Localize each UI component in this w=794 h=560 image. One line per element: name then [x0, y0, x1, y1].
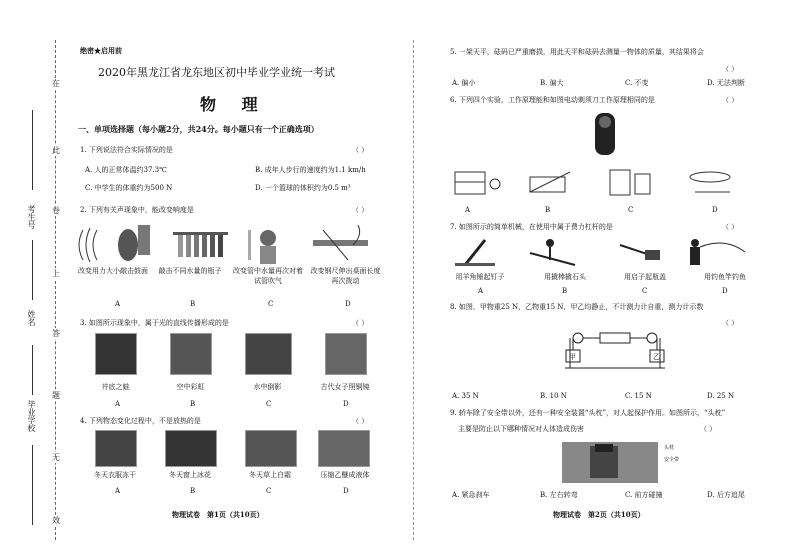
seal-char: 上	[52, 269, 60, 278]
car-seat-figure	[560, 440, 660, 485]
answer-bracket: （ ）	[722, 319, 739, 327]
subject-title: 物 理	[200, 95, 268, 114]
letter-d: D	[712, 206, 718, 214]
caption-c: 用启子起瓶盖	[624, 273, 666, 281]
answer-bracket: （ ）	[700, 425, 717, 433]
caption-c: 改变管中水量再次对着试管吹气	[233, 267, 303, 285]
option-d: D. 25 N	[707, 392, 735, 400]
frog-in-well-image	[95, 333, 137, 375]
question-9-stem: 9. 轿车除了安全带以外，还有一种安全装置“头枕”，对人起保护作用。如图所示，“头枕”	[450, 409, 726, 417]
caption-d: 古代女子照铜镜	[320, 383, 370, 391]
question-4-stem: 4. 下列物态变化过程中，不是放热的是	[80, 417, 201, 425]
headrest-tag: 头枕	[664, 445, 675, 451]
letter-a: A	[115, 487, 121, 495]
exam-title: 2020年黑龙江省龙东地区初中毕业学业统一考试	[98, 66, 335, 79]
letter-c: C	[266, 487, 272, 495]
caption-b: 冬天窗上冰花	[169, 471, 211, 479]
figure-c	[610, 170, 650, 195]
letter-b: B	[545, 206, 551, 214]
letter-b: B	[562, 287, 568, 295]
option-a: A. 人的正常体温约37.3℃	[85, 166, 167, 174]
option-b: B. 偏大	[540, 79, 564, 87]
letter-a: A	[478, 287, 484, 295]
letter-d: D	[345, 300, 351, 308]
question-7-stem: 7. 如图所示的简单机械，在使用中属于费力杠杆的是	[450, 223, 613, 231]
electric-shaver-figure	[590, 108, 620, 158]
caption-b: 用撬棒撬石头	[544, 273, 586, 281]
label-exam-number: 考生号	[27, 205, 36, 229]
question-5-stem: 5. 一架天平，砝码已严重磨损，用此天平和砝码去测量一物体的质量，其结果将会	[450, 48, 704, 56]
section-heading: 一、单项选择题（每小题2分，共24分。每小题只有一个正确选项）	[78, 124, 319, 134]
option-c: C. 中学生的体重约为500 N	[85, 184, 173, 192]
label-yi: 乙	[653, 353, 660, 361]
question-8-stem: 8. 如图，甲物重25 N，乙物重15 N，甲乙均静止，不计测力计自重，测力计示数	[450, 303, 704, 311]
seatbelt-tag: 安全带	[664, 457, 680, 463]
option-c: C. 前方碰撞	[625, 491, 663, 499]
option-d: D. 无法判断	[707, 79, 745, 87]
option-c: C. 不变	[625, 79, 649, 87]
letter-b: B	[190, 400, 196, 408]
letter-d: D	[722, 287, 728, 295]
option-b: B. 左右转弯	[540, 491, 578, 499]
grass-frost-image	[245, 430, 297, 467]
bronze-mirror-image	[325, 333, 367, 375]
question-9-stem-2: 主要是防止以下哪种情况对人体造成伤害	[458, 425, 584, 433]
fill-line	[32, 345, 33, 395]
option-d: D. 一个篮球的体积约为0.5 m³	[255, 184, 351, 192]
seal-char: 卷	[52, 206, 60, 215]
fill-line	[32, 445, 33, 525]
caption-d: 改变钢尺伸出桌面长度再次拨动	[310, 267, 381, 285]
letter-b: B	[190, 487, 196, 495]
ruler-figure	[313, 225, 368, 260]
caption-c: 水中倒影	[253, 383, 282, 391]
bottle-opener-figure	[620, 245, 660, 260]
seal-char: 此	[52, 146, 60, 155]
figure-b	[530, 172, 570, 192]
binding-margin	[0, 0, 70, 560]
caption-c: 冬天草上白霜	[249, 471, 291, 479]
seal-char: 题	[52, 391, 60, 400]
answer-bracket: （ ）	[722, 65, 739, 73]
fill-line	[32, 240, 33, 300]
letter-c: C	[268, 300, 274, 308]
letter-a: A	[115, 400, 121, 408]
label-name: 姓名	[27, 310, 36, 326]
figure-a	[455, 172, 500, 194]
rainbow-image	[170, 333, 212, 375]
letter-d: D	[343, 487, 349, 495]
caption-d: 压缩乙醚成液体	[320, 471, 370, 479]
test-tube-figure	[248, 230, 276, 264]
letter-d: D	[343, 400, 349, 408]
letter-a: A	[115, 300, 121, 308]
caption-d: 用钓鱼竿钓鱼	[704, 273, 746, 281]
caption-a: 冬天衣服冻干	[94, 471, 136, 479]
caption-a: 用羊角锤起钉子	[455, 273, 505, 281]
frozen-clothes-image	[95, 430, 137, 467]
fill-line	[32, 110, 33, 190]
question-2-figures	[78, 220, 378, 265]
label-jia: 甲	[569, 353, 576, 361]
question-7-figures	[450, 235, 750, 270]
letter-c: C	[266, 400, 272, 408]
question-1-stem: 1. 下列说法符合实际情况的是	[80, 146, 173, 154]
answer-bracket: （ ）	[352, 146, 369, 154]
question-6-stem: 6. 下列四个实验，工作原理能和如图电动剃须刀工作原理相同的是	[450, 96, 655, 104]
letter-c: C	[628, 206, 634, 214]
figure-d	[690, 172, 730, 192]
reflection-image	[245, 333, 292, 375]
drum-figure	[79, 225, 150, 262]
answer-bracket: （ ）	[352, 206, 369, 214]
caption-a: 改变用力大小敲击鼓面	[78, 267, 148, 275]
caption-a: 井底之蛙	[101, 383, 130, 391]
option-a: A. 35 N	[452, 392, 479, 400]
answer-bracket: （ ）	[352, 319, 369, 327]
option-c: C. 15 N	[625, 392, 652, 400]
page-footer: 物理试卷 第1页（共10页）	[172, 510, 264, 519]
answer-bracket: （ ）	[352, 417, 369, 425]
caption-b: 空中彩虹	[176, 383, 205, 391]
seal-line	[55, 40, 56, 540]
answer-bracket: （ ）	[722, 96, 739, 104]
letter-b: B	[190, 300, 196, 308]
letter-a: A	[465, 206, 471, 214]
page-divider	[413, 40, 414, 540]
question-2-stem: 2. 下列有关声现象中，能改变响度是	[80, 206, 194, 214]
seal-char: 效	[52, 516, 60, 525]
option-b: B. 成年人步行的速度约为1.1 km/h	[255, 166, 366, 174]
seal-char: 答	[52, 329, 60, 338]
window-frost-image	[165, 430, 217, 467]
confidential-mark: 绝密★启用前	[80, 46, 122, 55]
label-school: 毕业学校	[27, 400, 36, 432]
bottles-figure	[173, 232, 228, 257]
option-a: A. 紧急刹车	[452, 491, 490, 499]
fishing-rod-figure	[690, 239, 745, 265]
seal-char: 在	[52, 79, 60, 88]
ether-compression-image	[318, 430, 370, 467]
question-3-stem: 3. 如图所示现象中，属于光的直线传播形成的是	[80, 319, 229, 327]
option-a: A. 偏小	[452, 79, 476, 87]
seal-char: 无	[52, 453, 60, 462]
answer-bracket: （ ）	[722, 223, 739, 231]
crowbar-figure	[530, 239, 575, 265]
question-6-figures	[450, 162, 750, 202]
page-footer: 物理试卷 第2页（共10页）	[553, 510, 645, 519]
option-b: B. 10 N	[540, 392, 567, 400]
claw-hammer-figure	[455, 240, 495, 266]
option-d: D. 后方追尾	[707, 491, 745, 499]
caption-b: 敲击不同水量的瓶子	[158, 267, 222, 275]
letter-c: C	[642, 287, 648, 295]
